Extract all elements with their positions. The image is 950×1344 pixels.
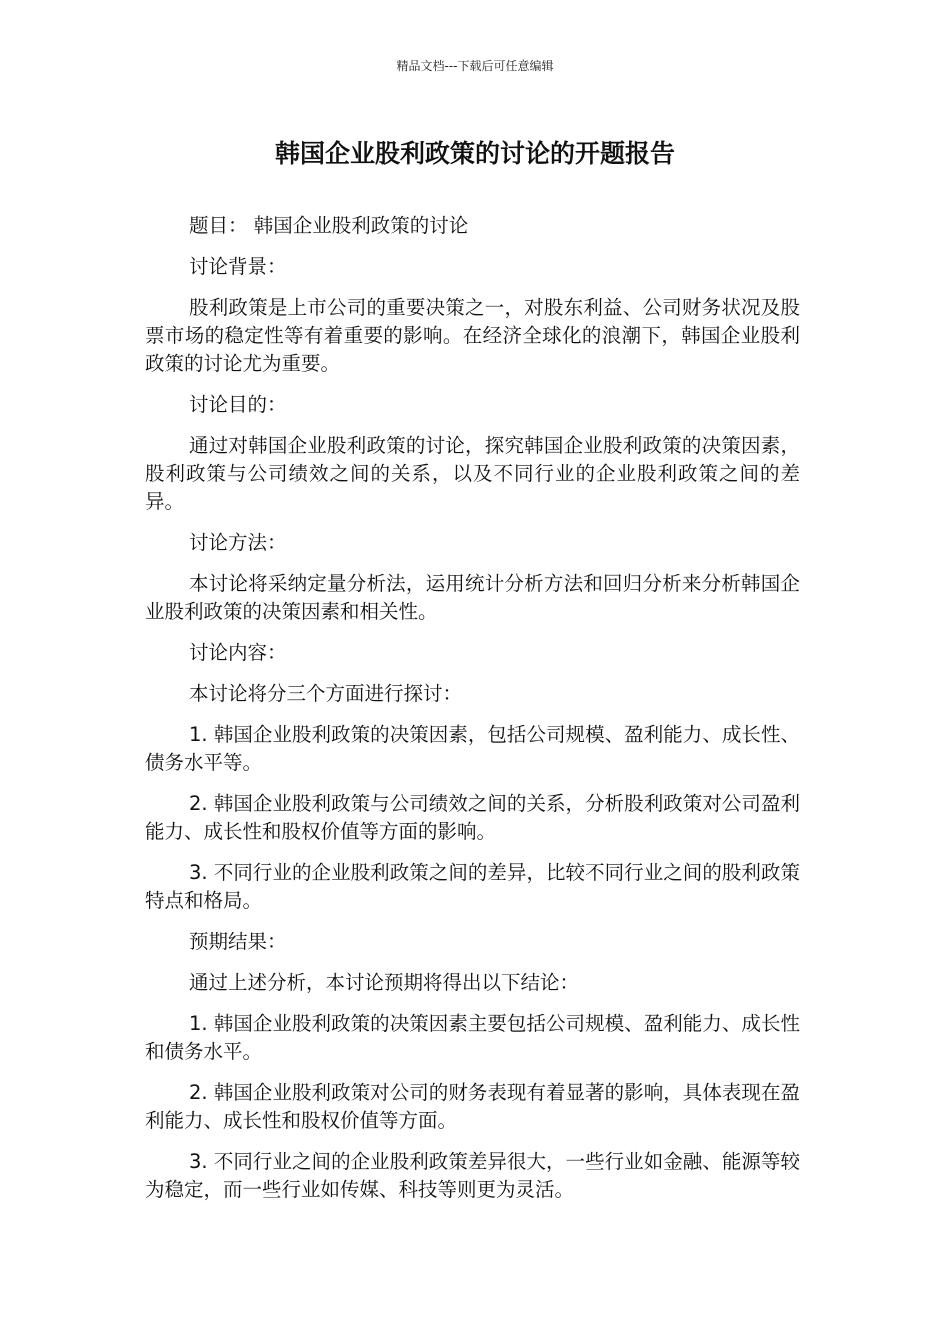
list-item-content-3: 3. 不同行业的企业股利政策之间的差异，比较不同行业之间的股利政策特点和格局。 bbox=[145, 861, 800, 912]
list-item-result-2: 2. 韩国企业股利政策对公司的财务表现有着显著的影响，具体表现在盈利能力、成长性和股权价值等方面。 bbox=[145, 1081, 800, 1132]
heading-content: 讨论内容： bbox=[189, 641, 287, 664]
document-body bbox=[145, 212, 800, 1217]
paragraph-results-intro: 通过上述分析，本讨论预期将得出以下结论： bbox=[189, 971, 580, 994]
list-item-content-2: 2. 韩国企业股利政策与公司绩效之间的关系，分析股利政策对公司盈利能力、成长性和股权价值等方面的影响。 bbox=[145, 792, 800, 843]
list-item-result-1: 1. 韩国企业股利政策的决策因素主要包括公司规模、盈利能力、成长性和债务水平。 bbox=[145, 1012, 800, 1063]
page-header: 精品文档---下载后可任意编辑 bbox=[396, 59, 554, 73]
document-title: 韩国企业股利政策的讨论的开题报告 bbox=[274, 139, 675, 168]
list-item-content-1: 1. 韩国企业股利政策的决策因素，包括公司规模、盈利能力、成长性、债务水平等。 bbox=[145, 723, 800, 774]
heading-purpose: 讨论目的： bbox=[189, 393, 287, 416]
heading-background: 讨论背景： bbox=[189, 255, 287, 278]
heading-expected-results: 预期结果： bbox=[189, 930, 287, 953]
list-item-result-3: 3. 不同行业之间的企业股利政策差异很大，一些行业如金融、能源等较为稳定，而一些行业如传媒、科技等则更为灵活。 bbox=[145, 1150, 800, 1201]
paragraph-content-intro: 本讨论将分三个方面进行探讨： bbox=[189, 682, 463, 705]
paragraph-background: 股利政策是上市公司的重要决策之一，对股东利益、公司财务状况及股票市场的稳定性等有着重要的影响。在经济全球化的浪潮下，韩国企业股利政策的讨论尤为重要。 bbox=[145, 296, 800, 375]
paragraph-purpose: 通过对韩国企业股利政策的讨论，探究韩国企业股利政策的决策因素，股利政策与公司绩效之间的关系，以及不同行业的企业股利政策之间的差异。 bbox=[145, 434, 800, 513]
paragraph-method: 本讨论将采纳定量分析法，运用统计分析方法和回归分析来分析韩国企业股利政策的决策因素和相关性。 bbox=[145, 572, 800, 623]
heading-method: 讨论方法： bbox=[189, 531, 287, 554]
paragraph-topic: 题目： 韩国企业股利政策的讨论 bbox=[189, 214, 469, 237]
